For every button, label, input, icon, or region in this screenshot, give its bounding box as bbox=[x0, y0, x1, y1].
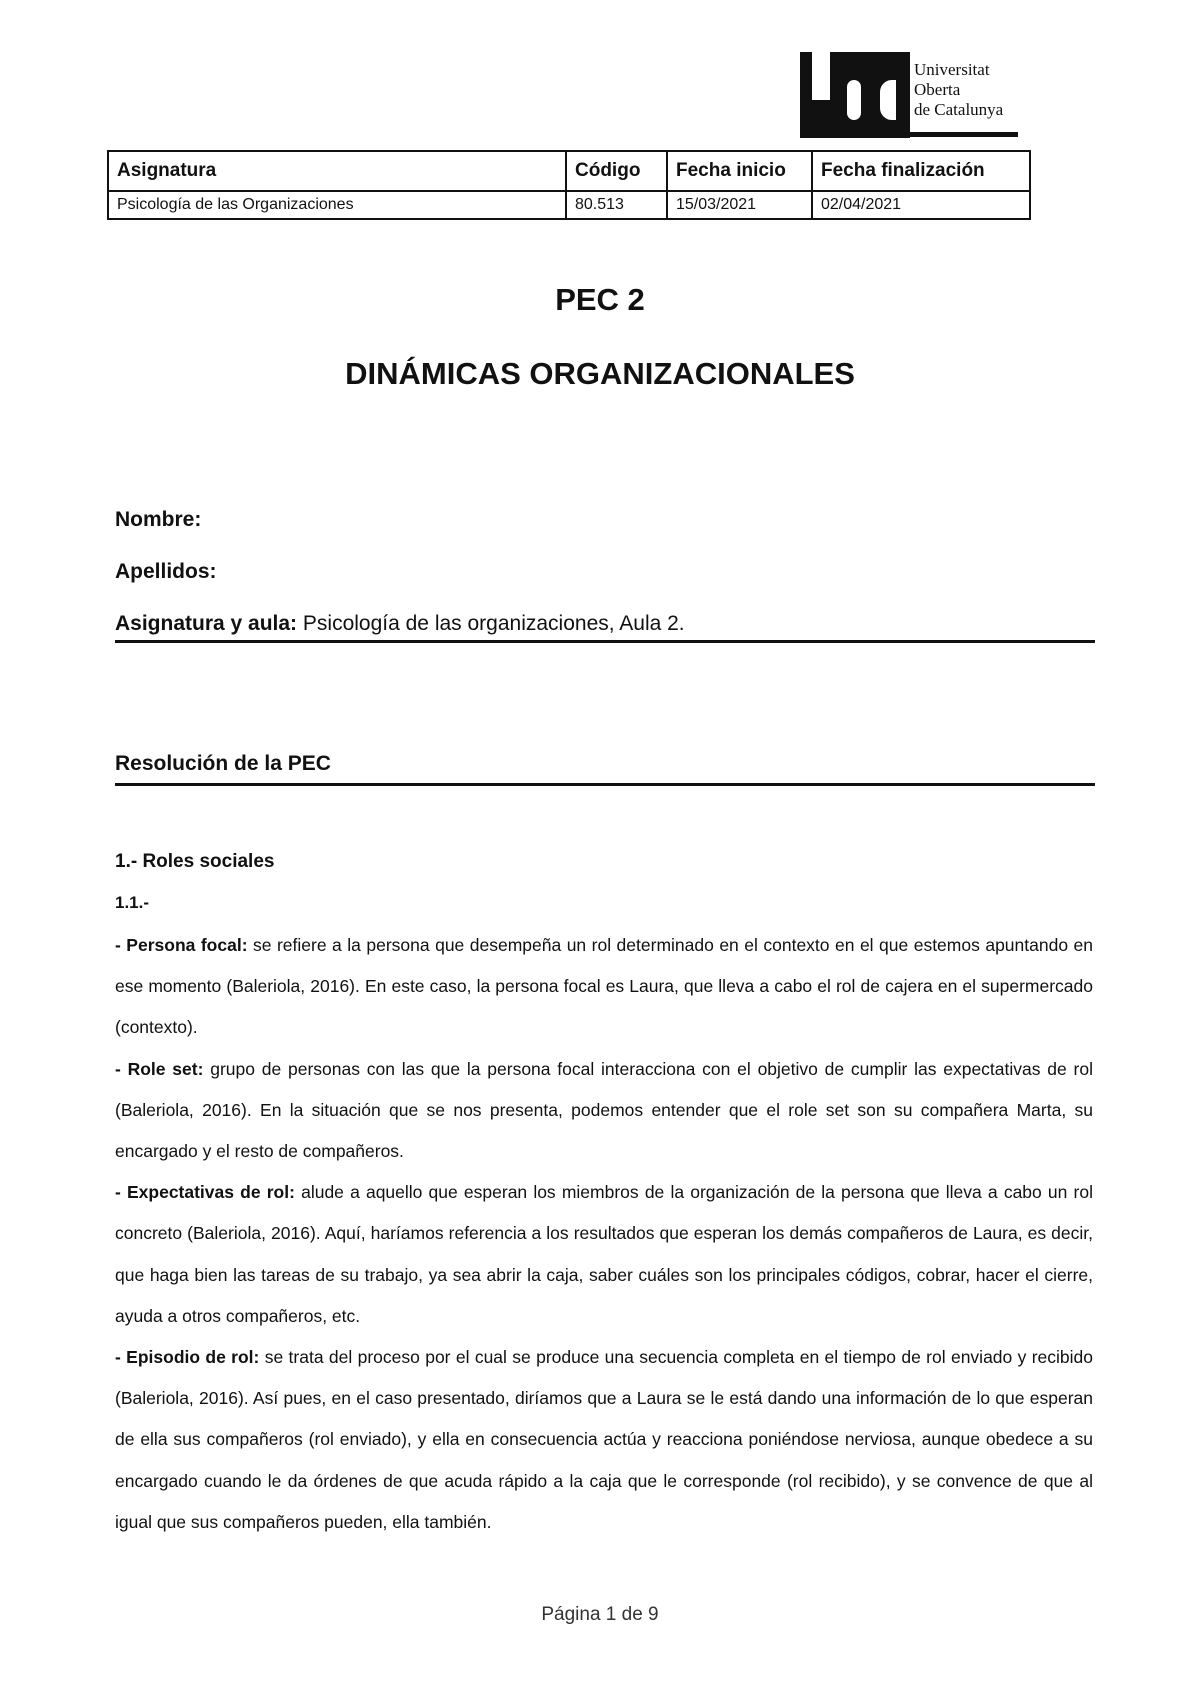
nombre-label: Nombre: bbox=[115, 508, 202, 531]
section-divider bbox=[115, 783, 1095, 786]
table-row bbox=[108, 191, 1030, 219]
paragraph-persona-focal bbox=[115, 925, 1093, 1049]
apellidos-field bbox=[115, 560, 217, 584]
definition-role-set: grupo de personas con las que la persona focal interacciona con el objetivo de cumplir las expectativas de rol (Baleriola, 2016). En la situación que se nos presenta, podemos entender que el role set son su compañera Marta, su encargado y el resto de compañeros. bbox=[115, 1058, 1093, 1162]
header-divider bbox=[115, 640, 1095, 643]
logo-wordmark bbox=[914, 60, 1003, 120]
term-role-set: - Role set: bbox=[115, 1058, 204, 1079]
subsection-title: 1.- Roles sociales bbox=[115, 851, 275, 872]
section-title: Resolución de la PEC bbox=[115, 752, 331, 775]
cell-codigo: 80.513 bbox=[566, 191, 667, 219]
course-info-table bbox=[107, 150, 1031, 220]
subsection-number: 1.1.- bbox=[115, 893, 150, 912]
cell-asignatura: Psicología de las Organizaciones bbox=[108, 191, 566, 219]
definition-episodio-de-rol: se trata del proceso por el cual se produce una secuencia completa en el tiempo de rol enviado y recibido (Baleriola, 2016). Así pues, en el caso presentado, diríamos que a Laura se le está dando una información de lo que esperan de ella sus compañeros (rol enviado), y ella en consecuencia actúa y reacciona poniéndose nerviosa, aunque obedece a su encargado cuando le da órdenes de que acuda rápido a la caja que le corresponde (rol recibido), y se convence de que al igual que sus compañeros pueden, ella también. bbox=[115, 1347, 1093, 1532]
header-fecha-finalizacion: Fecha finalización bbox=[812, 151, 1030, 191]
term-persona-focal: - Persona focal: bbox=[115, 935, 248, 955]
cell-fecha-inicio: 15/03/2021 bbox=[667, 191, 812, 219]
document-subtitle: DINÁMICAS ORGANIZACIONALES bbox=[345, 356, 855, 391]
uoc-logo bbox=[800, 52, 1022, 138]
paragraph-role-set bbox=[115, 1049, 1093, 1173]
nombre-field bbox=[115, 508, 201, 532]
asignatura-aula-field bbox=[115, 612, 685, 636]
logo-line-1: Universitat bbox=[914, 60, 990, 79]
apellidos-label: Apellidos: bbox=[115, 560, 217, 583]
cell-fecha-finalizacion: 02/04/2021 bbox=[812, 191, 1030, 219]
logo-underline bbox=[908, 132, 1018, 137]
asignatura-aula-label: Asignatura y aula: bbox=[115, 612, 298, 635]
paragraph-episodio-de-rol bbox=[115, 1337, 1093, 1543]
document-title: PEC 2 bbox=[555, 282, 645, 317]
page-number-footer: Página 1 de 9 bbox=[541, 1604, 659, 1625]
term-expectativas-de-rol: - Expectativas de rol: bbox=[115, 1182, 295, 1203]
table-header-row bbox=[108, 151, 1030, 191]
asignatura-aula-value: Psicología de las organizaciones, Aula 2. bbox=[297, 612, 685, 635]
uoc-logo-mark bbox=[800, 52, 910, 138]
definition-persona-focal: se refiere a la persona que desempeña un rol determinado en el contexto en el que estemos apuntando en ese momento (Baleriola, 2016). En este caso, la persona focal es Laura, que lleva a cabo el rol de cajera en el supermercado (contexto). bbox=[115, 935, 1093, 1038]
header-asignatura: Asignatura bbox=[108, 151, 566, 191]
term-episodio-de-rol: - Episodio de rol: bbox=[115, 1347, 260, 1368]
header-codigo: Código bbox=[566, 151, 667, 191]
body-text bbox=[115, 925, 1093, 1543]
paragraph-expectativas-de-rol bbox=[115, 1172, 1093, 1337]
logo-line-3: de Catalunya bbox=[914, 100, 1004, 119]
definition-expectativas-de-rol: alude a aquello que esperan los miembros de la organización de la persona que lleva a cabo un rol concreto (Baleriola, 2016). Aquí, haríamos referencia a los resultados que esperan los demás compañeros de Laura, es decir, que haga bien las tareas de su trabajo, ya sea abrir la caja, saber cuáles son los principales códigos, cobrar, hacer el cierre, ayuda a otros compañeros, etc. bbox=[115, 1182, 1093, 1326]
header-fecha-inicio: Fecha inicio bbox=[667, 151, 812, 191]
logo-line-2: Oberta bbox=[914, 80, 961, 99]
